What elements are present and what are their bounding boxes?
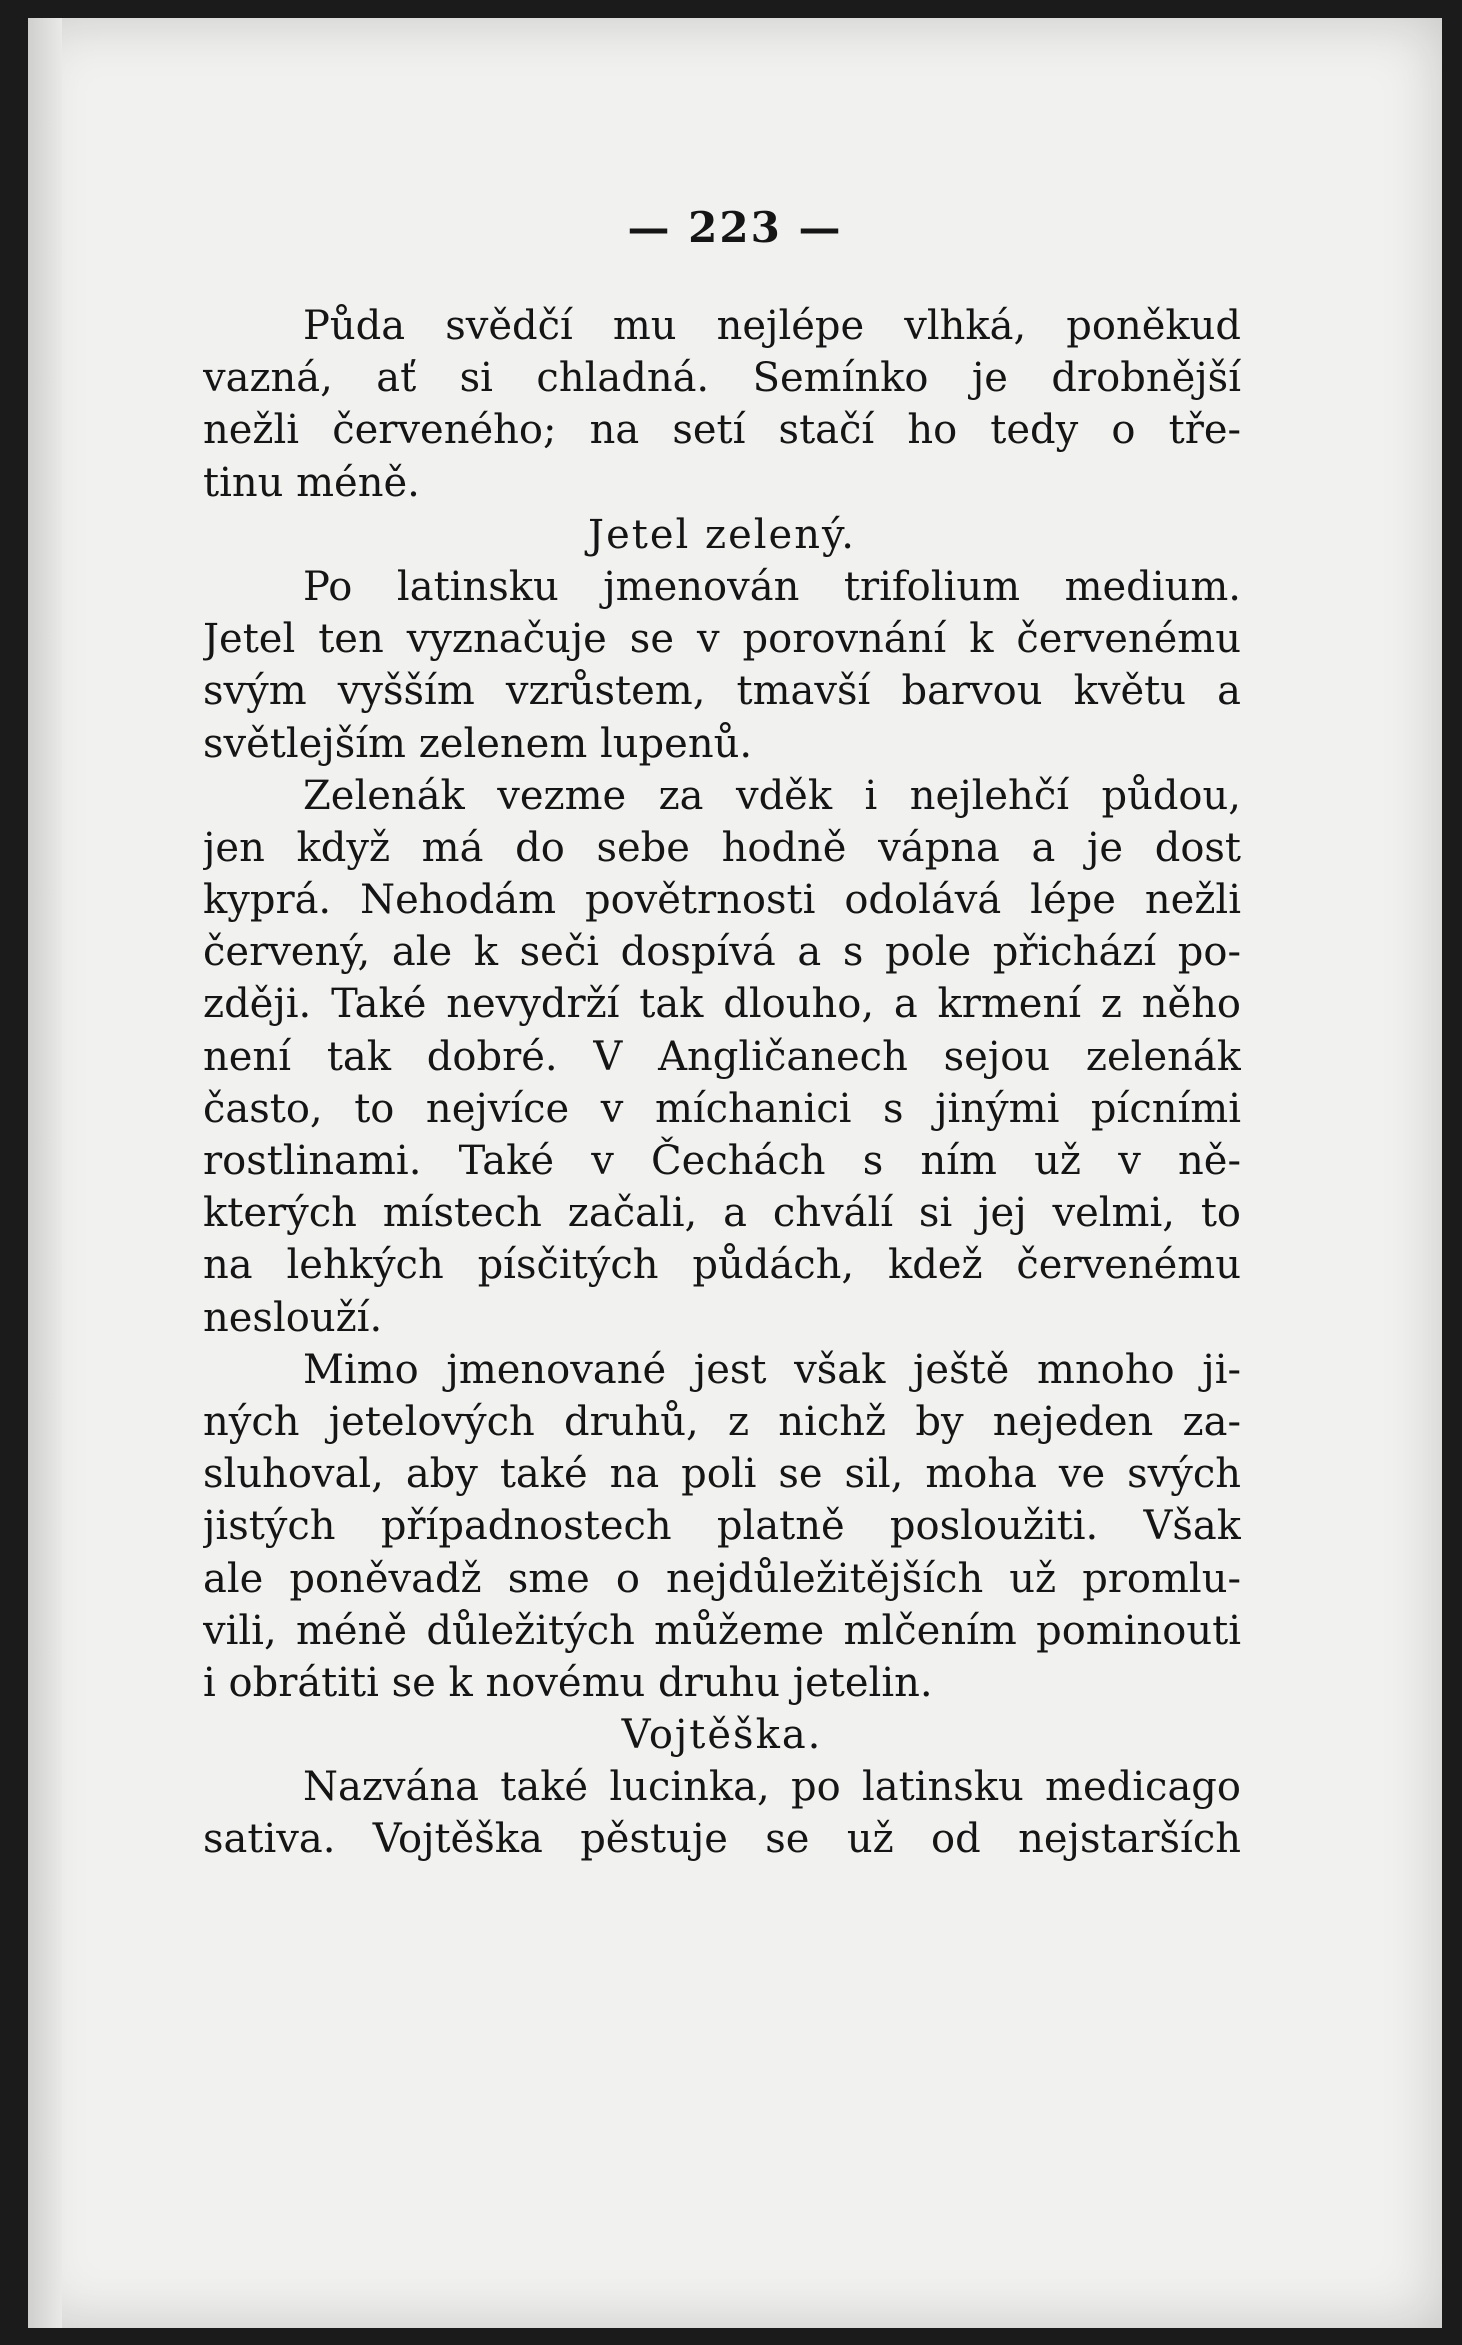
text-line: na lehkých písčitých půdách, kdež červenému: [203, 1242, 1241, 1289]
text-line: často, to nejvíce v míchanici s jinými pícními: [203, 1085, 1241, 1132]
section-heading: Vojtěška.: [621, 1712, 823, 1759]
text-line: sluhoval, aby také na poli se sil, moha ve svých: [203, 1451, 1241, 1498]
body-text: [203, 300, 1241, 1866]
text-line: rostlinami. Také v Čechách s ním už v ně-: [203, 1138, 1241, 1184]
text-line: neslouží.: [203, 1294, 383, 1341]
text-line: kterých místech začali, a chválí si jej velmi, to: [203, 1190, 1241, 1237]
text-line: sativa. Vojtěška pěstuje se už od nejstarších: [203, 1816, 1241, 1863]
text-line: svým vyšším vzrůstem, tmavší barvou květu a: [203, 668, 1241, 715]
text-line: jen když má do sebe hodně vápna a je dost: [203, 824, 1241, 871]
book-page: [28, 18, 1442, 2328]
text-line: Zelenák vezme za vděk i nejlehčí půdou,: [303, 772, 1241, 819]
page-gutter: [28, 18, 62, 2328]
text-line: ale poněvadž sme o nejdůležitějších už promlu-: [203, 1555, 1241, 1602]
text-line: není tak dobré. V Angličanech sejou zelenák: [203, 1033, 1241, 1080]
page-number: — 223 —: [627, 203, 843, 252]
text-line: světlejším zelenem lupenů.: [203, 720, 753, 767]
section-heading: Jetel zelený.: [588, 511, 856, 558]
text-line: Mimo jmenované jest však ještě mnoho ji-: [303, 1346, 1241, 1393]
text-line: kyprá. Nehodám povětrnosti odolává lépe nežli: [203, 877, 1241, 924]
text-line: zději. Také nevydrží tak dlouho, a krmení z něho: [203, 981, 1241, 1028]
text-line: ných jetelových druhů, z nichž by nejeden za-: [203, 1398, 1241, 1445]
text-line: Půda svědčí mu nejlépe vlhká, poněkud: [303, 303, 1241, 349]
text-line: červený, ale k seči dospívá a s pole přichází po-: [203, 929, 1241, 976]
text-line: jistých případnostech platně posloužiti. Však: [203, 1503, 1241, 1550]
text-line: vili, méně důležitých můžeme mlčením pominouti: [203, 1607, 1241, 1654]
text-line: vazná, ať si chladná. Semínko je drobnější: [203, 355, 1241, 402]
text-line: i obrátiti se k novému druhu jetelin.: [203, 1659, 933, 1706]
text-line: Po latinsku jmenován trifolium medium.: [303, 563, 1241, 610]
text-line: tinu méně.: [203, 459, 420, 506]
text-line: Nazvána také lucinka, po latinsku medicago: [303, 1764, 1241, 1811]
text-line: Jetel ten vyznačuje se v porovnání k červenému: [203, 616, 1241, 663]
text-line: nežli červeného; na setí stačí ho tedy o tře-: [203, 407, 1241, 454]
